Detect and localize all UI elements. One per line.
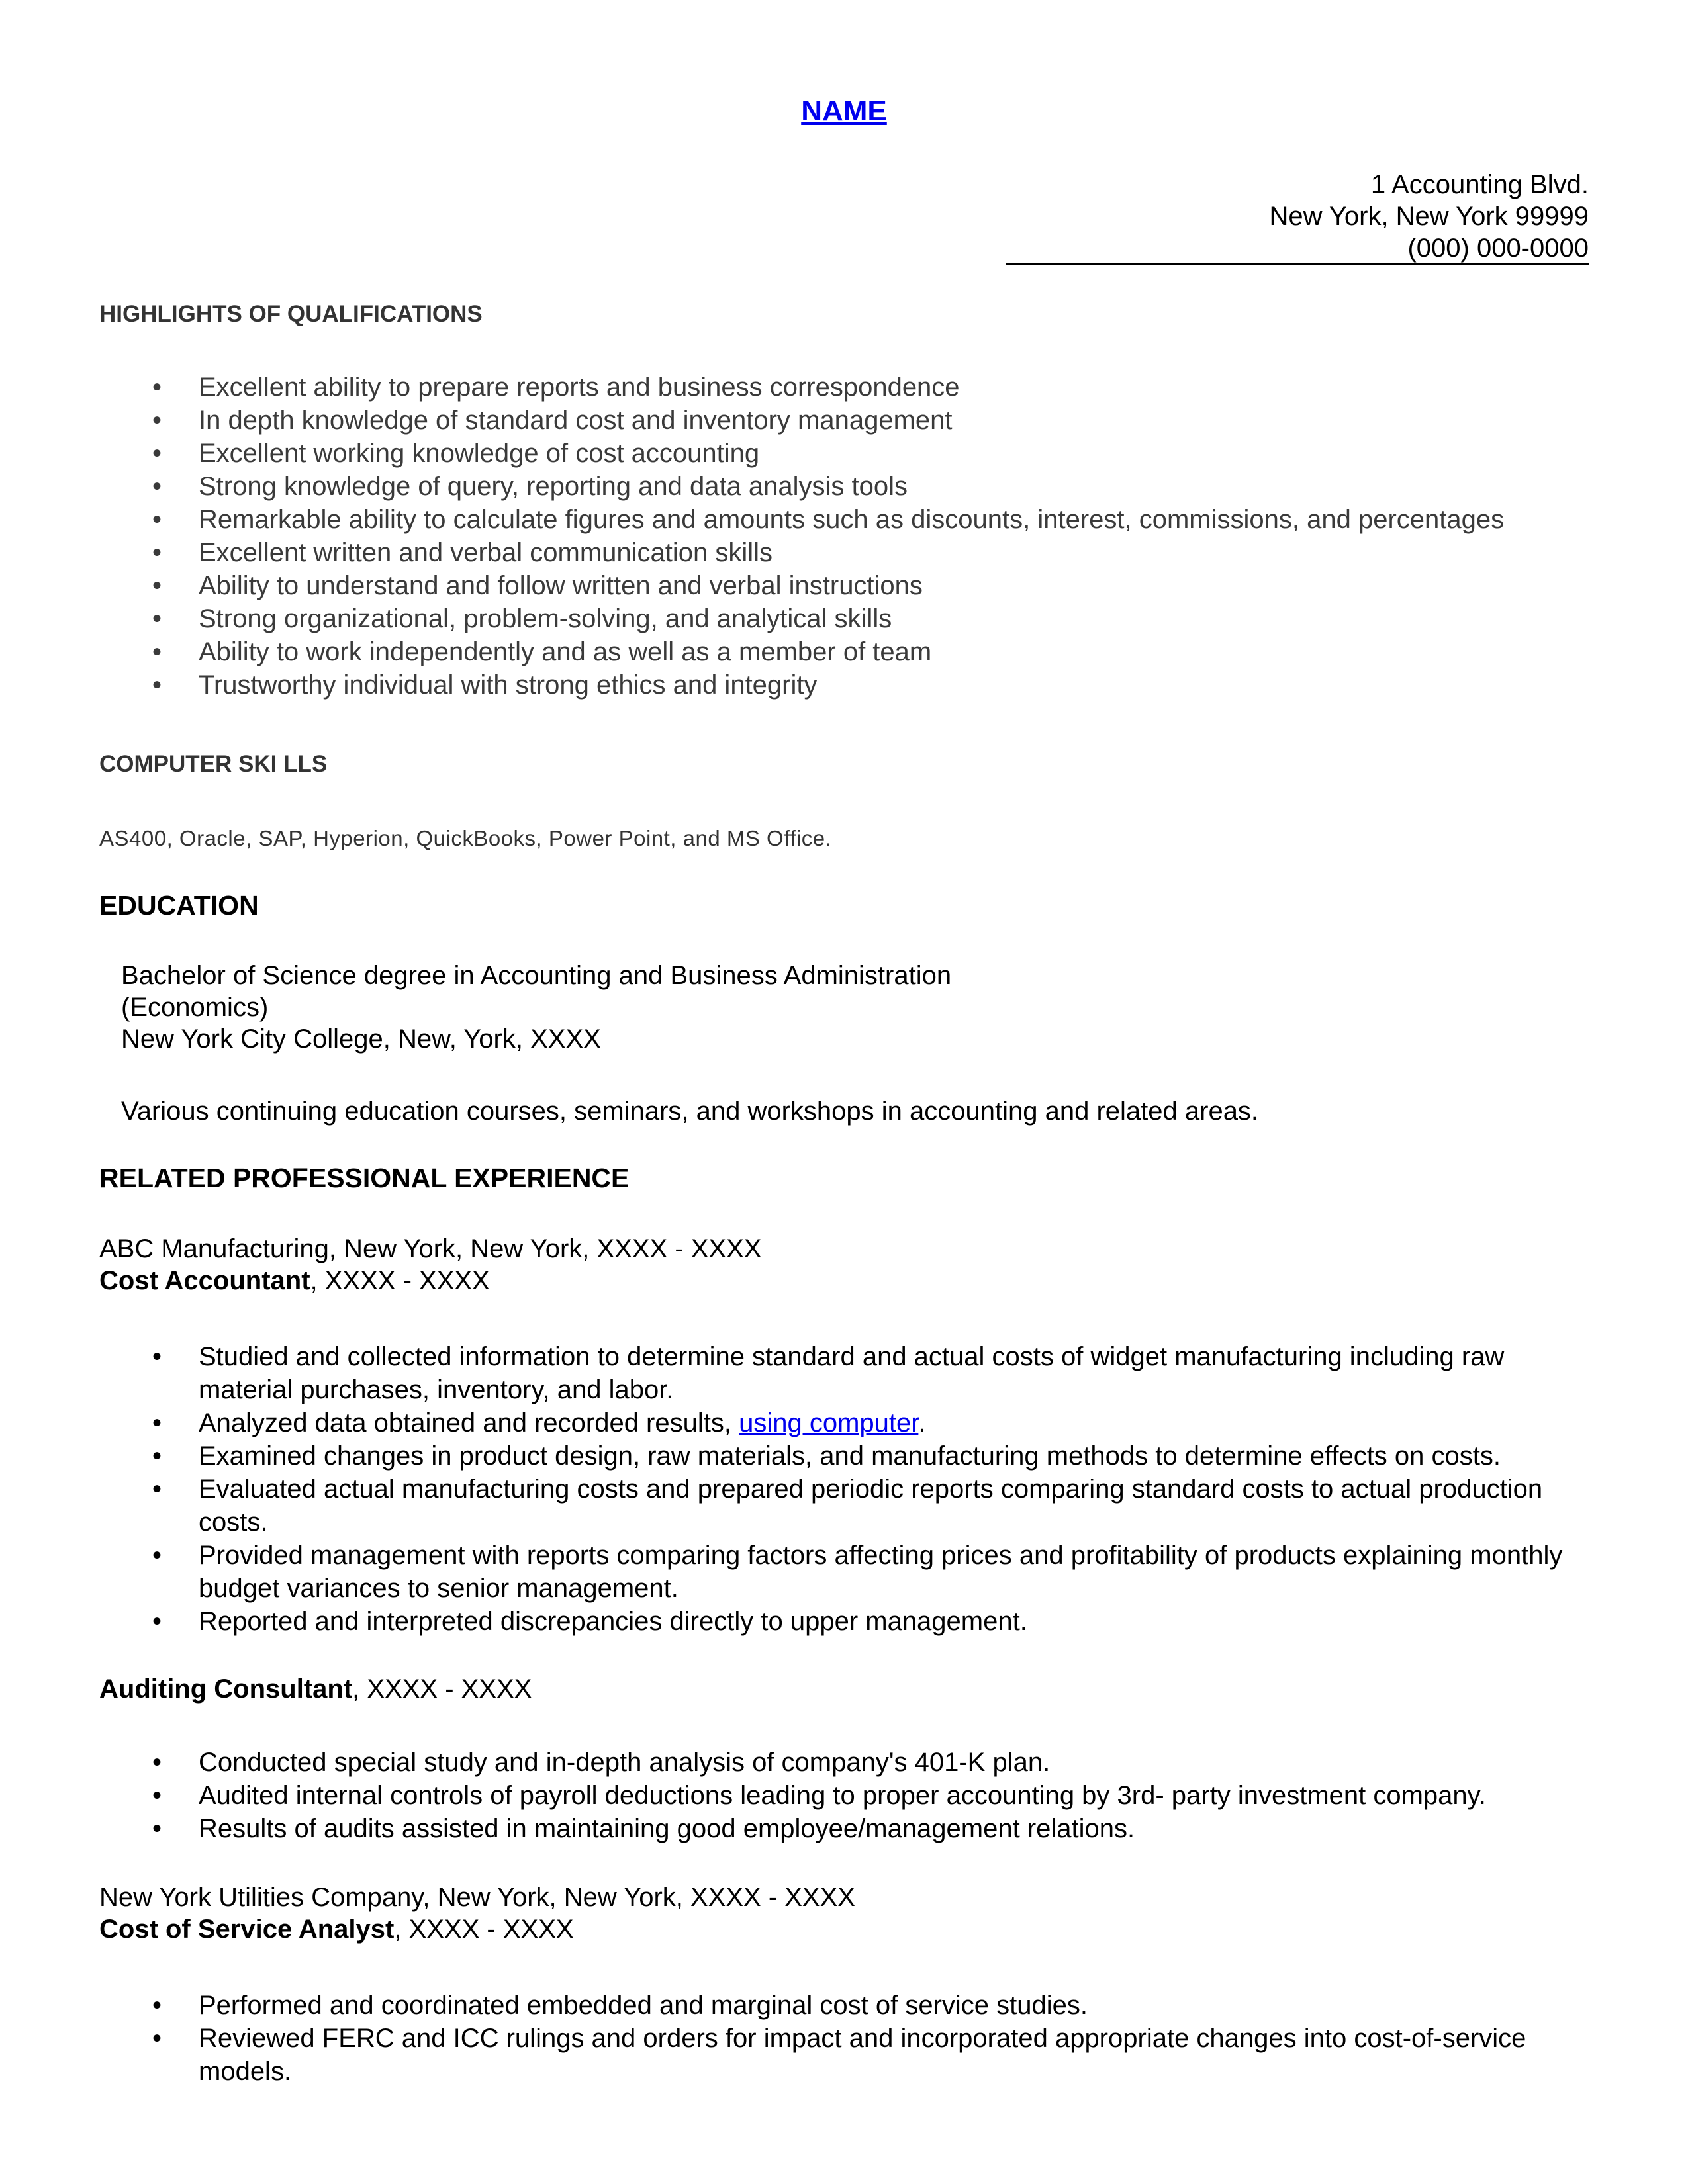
degree-line-1: Bachelor of Science degree in Accounting and Business Administration — [121, 961, 952, 990]
company-2-line: New York Utilities Company, New York, New York, XXXX - XXXX — [99, 1883, 855, 1912]
company-1-line: ABC Manufacturing, New York, New York, XXXX - XXXX — [99, 1234, 762, 1263]
qualifications-heading: HIGHLIGHTS OF QUALIFICATIONS — [99, 301, 483, 327]
role-2-line — [99, 1673, 532, 1705]
education-heading: EDUCATION — [99, 890, 259, 921]
list-item: • Remarkable ability to calculate figures and amounts such as discounts, interest, commissions, and percentages — [99, 503, 1589, 536]
list-item: • Trustworthy individual with strong ethics and integrity — [99, 668, 1589, 702]
using-computer-link[interactable]: using computer — [739, 1408, 919, 1437]
list-item: • Excellent written and verbal communication skills — [99, 536, 1589, 569]
qualifications-list — [99, 371, 1589, 702]
list-item: • Performed and coordinated embedded and marginal cost of service studies. — [99, 1989, 1589, 2022]
list-item: • Results of audits assisted in maintaining good employee/management relations. — [99, 1812, 1589, 1845]
item-text: . — [918, 1408, 926, 1437]
list-item: • Conducted special study and in-depth analysis of company's 401-K plan. — [99, 1746, 1589, 1779]
experience-heading: RELATED PROFESSIONAL EXPERIENCE — [99, 1163, 630, 1193]
continuing-education: Various continuing education courses, seminars, and workshops in accounting and related areas. — [121, 1097, 1259, 1126]
role-1-list — [99, 1340, 1589, 1638]
list-item: • Strong knowledge of query, reporting and data analysis tools — [99, 470, 1589, 503]
list-item: • Excellent working knowledge of cost accounting — [99, 437, 1589, 470]
list-item — [99, 1406, 1589, 1439]
list-item: • Audited internal controls of payroll deductions leading to proper accounting by 3rd- party investment company. — [99, 1779, 1589, 1812]
role-3-dates: , XXXX - XXXX — [394, 1915, 574, 1944]
phone-number: (000) 000-0000 — [1006, 234, 1589, 265]
list-item: • In depth knowledge of standard cost and inventory management — [99, 404, 1589, 437]
list-item: • Reviewed FERC and ICC rulings and orders for impact and incorporated appropriate changes into cost-of-service models. — [99, 2022, 1589, 2088]
company-1 — [99, 1233, 761, 1297]
list-item: • Examined changes in product design, raw materials, and manufacturing methods to determine effects on costs. — [99, 1439, 1589, 1473]
degree-block — [121, 960, 951, 1055]
address-line-1: 1 Accounting Blvd. — [1370, 170, 1589, 199]
list-item: • Ability to work independently and as well as a member of team — [99, 635, 1589, 668]
company-2 — [99, 1882, 855, 1945]
list-item: • Provided management with reports comparing factors affecting prices and profitability of products explaining monthly budget variances to senior management. — [99, 1539, 1589, 1605]
role-1-line — [99, 1265, 761, 1297]
computer-skills-heading: COMPUTER SKI LLS — [99, 751, 328, 777]
role-3-title: Cost of Service Analyst — [99, 1915, 395, 1944]
school-line: New York City College, New, York, XXXX — [121, 1024, 601, 1054]
role-2-list — [99, 1746, 1589, 1845]
role-2-title: Auditing Consultant — [99, 1674, 353, 1704]
list-item: • Excellent ability to prepare reports and business correspondence — [99, 371, 1589, 404]
item-text: Analyzed data obtained and recorded results, — [199, 1408, 739, 1437]
contact-address — [1006, 169, 1589, 265]
role-1-title: Cost Accountant — [99, 1266, 310, 1295]
role-3-list — [99, 1989, 1589, 2088]
resume-name-link[interactable]: NAME — [801, 95, 887, 127]
list-item: • Strong organizational, problem-solving, and analytical skills — [99, 602, 1589, 635]
list-item: • Ability to understand and follow written and verbal instructions — [99, 569, 1589, 602]
role-2-dates: , XXXX - XXXX — [352, 1674, 532, 1704]
list-item: • Evaluated actual manufacturing costs and prepared periodic reports comparing standard costs to actual production costs. — [99, 1473, 1589, 1539]
role-3-line — [99, 1913, 855, 1945]
role-1-dates: , XXXX - XXXX — [310, 1266, 490, 1295]
degree-line-2: (Economics) — [121, 993, 269, 1022]
list-item: • Studied and collected information to determine standard and actual costs of widget manufacturing including raw material purchases, inventory, and labor. — [99, 1340, 1589, 1406]
address-line-2: New York, New York 99999 — [1269, 202, 1589, 231]
computer-skills-text: AS400, Oracle, SAP, Hyperion, QuickBooks, Power Point, and MS Office. — [99, 826, 832, 850]
list-item: • Reported and interpreted discrepancies directly to upper management. — [99, 1605, 1589, 1638]
